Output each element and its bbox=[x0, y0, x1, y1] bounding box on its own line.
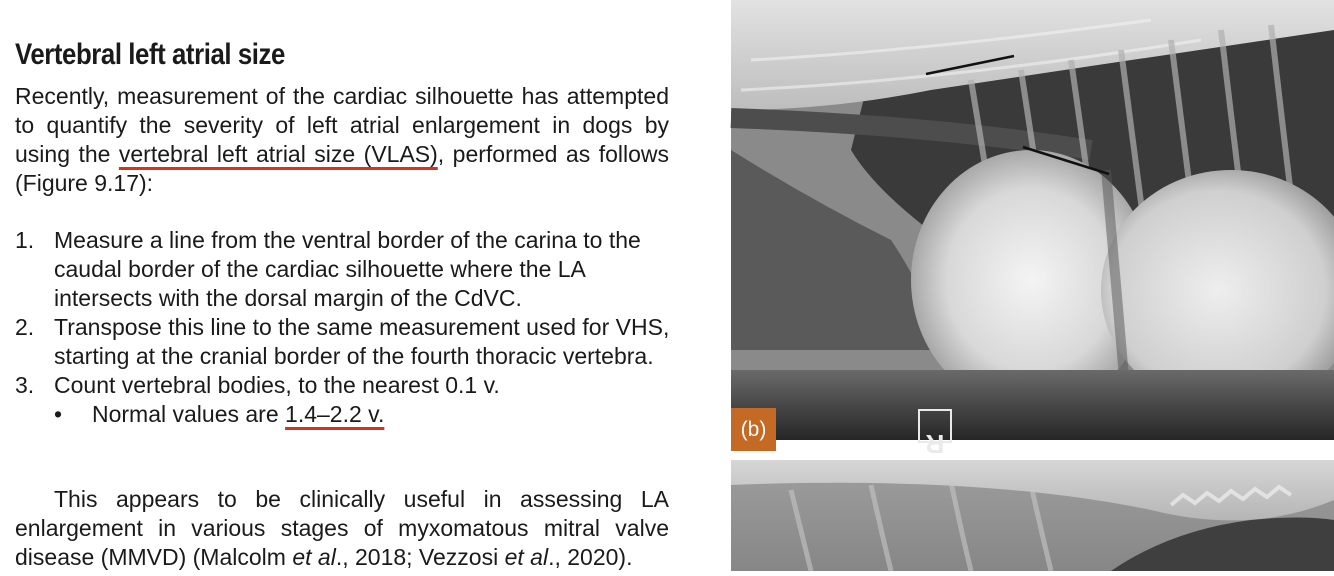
steps-list bbox=[15, 226, 675, 429]
closing-text-3: ., 2020). bbox=[548, 544, 633, 570]
closing-text-1: This appears to be clinically useful in assessing LA enlargement in various stages of myxomatous mitral valve disease (MMVD) (Malcolm bbox=[15, 486, 669, 570]
list-item bbox=[15, 371, 675, 400]
radiograph-c-image bbox=[731, 460, 1334, 571]
step-text: Count vertebral bodies, to the nearest 0.1 v. bbox=[54, 372, 500, 398]
intro-text-end: , performed as follows (Figure 9.17): bbox=[15, 141, 669, 196]
list-item bbox=[15, 226, 675, 313]
text-column bbox=[15, 0, 675, 571]
r-marker-letter: R bbox=[925, 429, 945, 459]
intro-text-start: Recently, measurement of the cardiac silhouette has attempted to quantify the severity of left atrial enlargement in dogs by using the bbox=[15, 83, 669, 167]
r-marker bbox=[918, 409, 952, 459]
r-marker-icon bbox=[918, 409, 952, 459]
et-al-italic-2: et al bbox=[504, 544, 549, 570]
radiograph-b bbox=[731, 0, 1334, 452]
normal-values-underlined: 1.4–2.2 v. bbox=[285, 401, 385, 427]
normal-values-text: Normal values are bbox=[92, 401, 286, 427]
intro-paragraph bbox=[15, 82, 669, 198]
step-text: Transpose this line to the same measurement used for VHS, starting at the cranial border of the fourth thoracic vertebra. bbox=[54, 314, 670, 369]
step-number: 2. bbox=[15, 314, 35, 340]
step-number: 3. bbox=[15, 372, 35, 398]
bullet-glyph: • bbox=[54, 401, 63, 427]
vlas-term-underlined: vertebral left atrial size (VLAS) bbox=[118, 141, 438, 167]
et-al-italic-1: et al bbox=[292, 544, 336, 570]
list-item bbox=[15, 313, 675, 371]
step-number: 1. bbox=[15, 227, 35, 253]
figure-label-b: (b) bbox=[731, 408, 776, 451]
closing-paragraph bbox=[15, 485, 669, 572]
step-text: Measure a line from the ventral border of the carina to the caudal border of the cardiac silhouette where the LA intersects with the dorsal margin of the CdVC. bbox=[54, 227, 641, 311]
section-heading: Vertebral left atrial size bbox=[15, 38, 285, 71]
radiograph-b-image bbox=[731, 0, 1334, 452]
sub-bullet-item bbox=[15, 400, 675, 429]
closing-text-2: ., 2018; Vezzosi bbox=[335, 544, 505, 570]
radiograph-c bbox=[731, 460, 1334, 571]
